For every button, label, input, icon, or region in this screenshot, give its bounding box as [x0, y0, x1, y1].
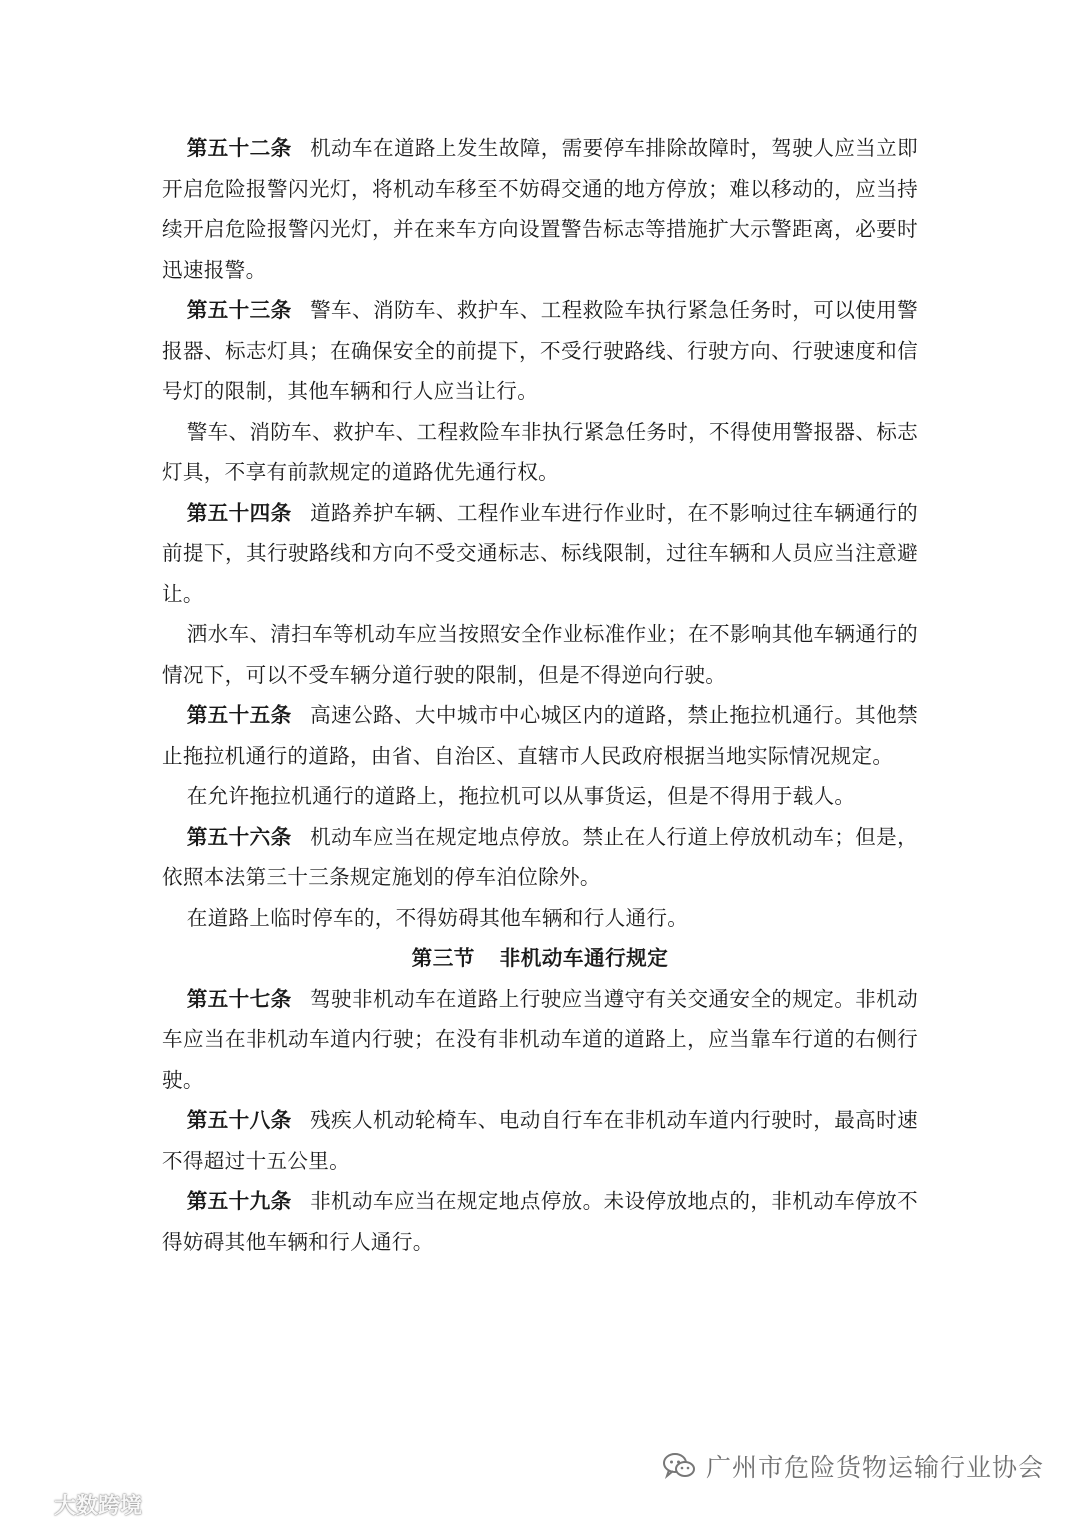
article-56: [162, 817, 918, 898]
article-text: 在允许拖拉机通行的道路上，拖拉机可以从事货运，但是不得用于载人。: [186, 784, 856, 808]
cloud-logo-icon: [6, 1492, 50, 1518]
article-number: 第五十四条: [186, 500, 292, 525]
platform-watermark: [6, 1489, 142, 1520]
article-54: [162, 493, 918, 615]
article-text: 驾驶非机动车在道路上行驶应当遵守有关交通安全的规定。非机动车应当在非机动车道内行驶；在没有非机动车道的道路上，应当靠车行道的右侧行驶。: [162, 986, 918, 1092]
article-number: 第五十二条: [186, 136, 292, 160]
article-text: 非机动车应当在规定地点停放。未设停放地点的，非机动车停放不得妨碍其他车辆和行人通行。: [162, 1189, 918, 1254]
article-text: 机动车应当在规定地点停放。禁止在人行道上停放机动车；但是，依照本法第三十三条规定施划的停车泊位除外。: [162, 824, 918, 889]
article-text: 在道路上临时停车的，不得妨碍其他车辆和行人通行。: [186, 905, 689, 930]
watermark-text: 大数跨境: [54, 1494, 143, 1519]
article-57: [162, 979, 918, 1101]
section-name: 非机动车通行规定: [499, 946, 669, 970]
document-page: [162, 128, 918, 1262]
article-number: 第五十三条: [186, 298, 292, 322]
article-text: 高速公路、大中城市中心城区内的道路，禁止拖拉机通行。其他禁止拖拉机通行的道路，由省、自治区、直辖市人民政府根据当地实际情况规定。: [162, 703, 918, 768]
wechat-icon: [662, 1451, 696, 1481]
article-54-para-2: [162, 614, 918, 695]
article-text: 道路养护车辆、工程作业车进行作业时，在不影响过往车辆通行的前提下，其行驶路线和方向不受交通标志、标线限制，过往车辆和人员应当注意避让。: [162, 500, 918, 606]
article-text: 警车、消防车、救护车、工程救险车非执行紧急任务时，不得使用警报器、标志灯具，不享有前款规定的道路优先通行权。: [162, 419, 918, 484]
article-55: [162, 695, 918, 776]
article-text: 警车、消防车、救护车、工程救险车执行紧急任务时，可以使用警报器、标志灯具；在确保安全的前提下，不受行驶路线、行驶方向、行驶速度和信号灯的限制，其他车辆和行人应当让行。: [162, 298, 918, 403]
article-text: 机动车在道路上发生故障，需要停车排除故障时，驾驶人应当立即开启危险报警闪光灯，将机动车移至不妨碍交通的地方停放；难以移动的，应当持续开启危险报警闪光灯，并在来车方向设置警告标志等措施扩大示警距离，必要时迅速报警。: [162, 136, 918, 282]
article-number: 第五十九条: [186, 1189, 292, 1213]
article-53: [162, 290, 918, 412]
source-watermark: [662, 1448, 1044, 1484]
section-title: [162, 938, 918, 979]
article-text: 洒水车、清扫车等机动车应当按照安全作业标准作业；在不影响其他车辆通行的情况下，可以不受车辆分道行驶的限制，但是不得逆向行驶。: [162, 622, 918, 687]
article-52: [162, 128, 918, 290]
article-number: 第五十八条: [186, 1108, 292, 1132]
article-59: [162, 1181, 918, 1262]
article-56-para-2: [162, 898, 918, 939]
article-number: 第五十七条: [186, 986, 292, 1011]
article-number: 第五十六条: [186, 824, 292, 849]
article-text: 残疾人机动轮椅车、电动自行车在非机动车道内行驶时，最高时速不得超过十五公里。: [162, 1108, 918, 1173]
article-53-para-2: [162, 412, 918, 493]
article-55-para-2: [162, 776, 918, 817]
article-number: 第五十五条: [186, 703, 292, 727]
article-58: [162, 1100, 918, 1181]
watermark-text: 广州市危险货物运输行业协会: [705, 1453, 1044, 1482]
section-number: 第三节: [411, 946, 475, 970]
